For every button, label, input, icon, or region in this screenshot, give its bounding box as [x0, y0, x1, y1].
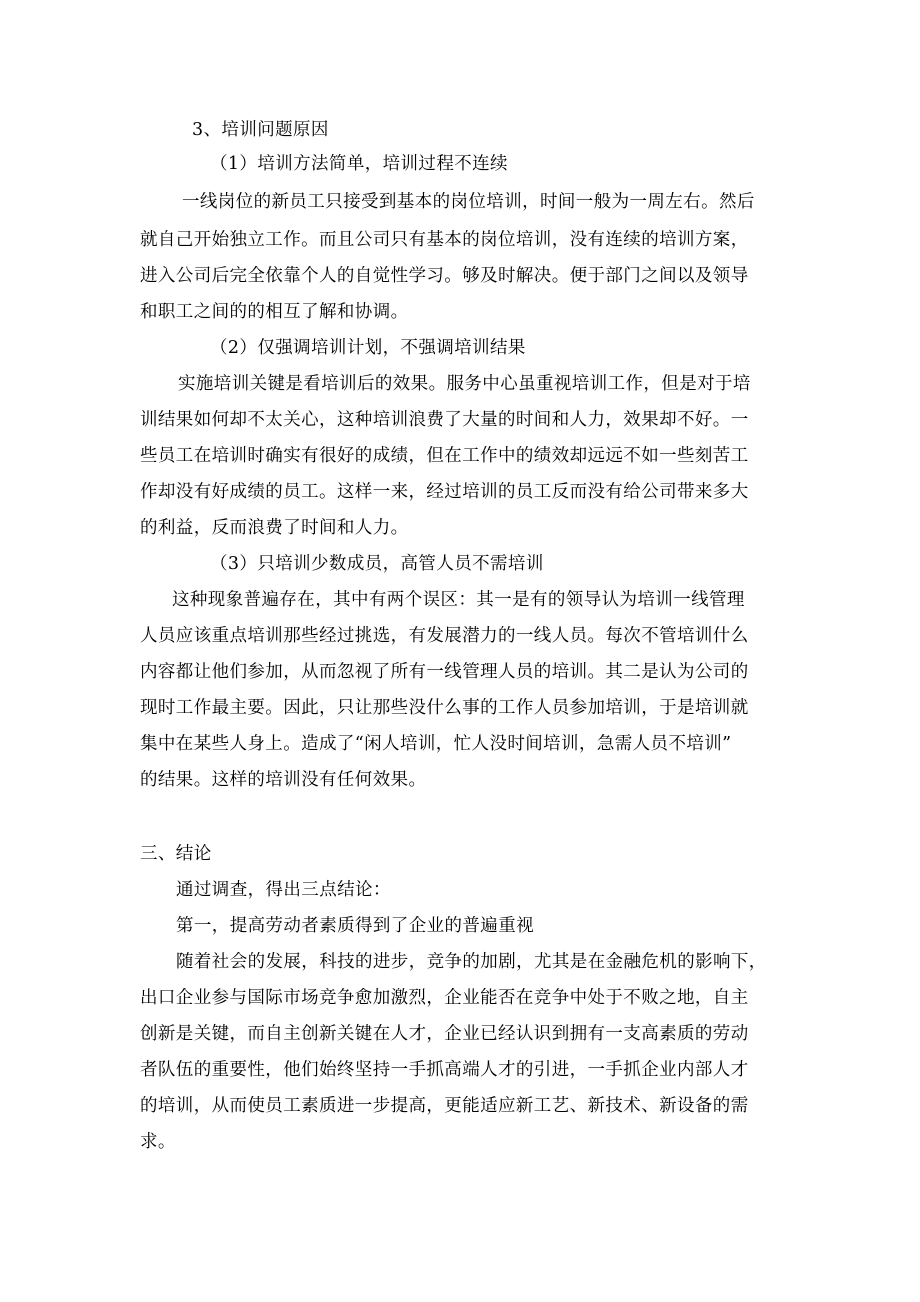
- paragraph-line: 内容都让他们参加，从而忽视了所有一线管理人员的培训。其二是认为公司的: [140, 662, 749, 682]
- paragraph-line: 的利益，反而浪费了时间和人力。: [140, 518, 409, 538]
- paragraph-line: 集中在某些人身上。造成了“闲人培训，忙人没时间培训，急需人员不培训”: [140, 734, 732, 754]
- paragraph-line: 些员工在培训时确实有很好的成绩，但在工作中的绩效却远远不如一些刻苦工: [140, 446, 749, 466]
- paragraph-line: 人员应该重点培训那些经过挑选，有发展潜力的一线人员。每次不管培训什么: [140, 626, 749, 646]
- subsubsection-heading: （3）只培训少数成员，高管人员不需培训: [210, 554, 544, 574]
- paragraph-line: 和职工之间的的相互了解和协调。: [140, 302, 409, 322]
- paragraph-line: 随着社会的发展，科技的进步，竞争的加剧，尤其是在金融危机的影响下，: [176, 952, 767, 972]
- paragraph-line: 一线岗位的新员工只接受到基本的岗位培训，时间一般为一周左右。然后: [182, 192, 755, 212]
- subsection-heading: 3、培训问题原因: [192, 120, 329, 140]
- point-heading: 第一，提高劳动者素质得到了企业的普遍重视: [176, 916, 534, 936]
- paragraph-line: 就自己开始独立工作。而且公司只有基本的岗位培训，没有连续的培训方案，: [140, 230, 749, 250]
- paragraph-line: 的培训，从而使员工素质进一步提高，更能适应新工艺、新技术、新设备的需: [140, 1096, 749, 1116]
- paragraph-line: 求。: [140, 1132, 176, 1152]
- section-heading: 三、结论: [140, 844, 212, 864]
- subsubsection-heading: （2）仅强调培训计划，不强调培训结果: [210, 338, 526, 358]
- paragraph-line: 作却没有好成绩的员工。这样一来，经过培训的员工反而没有给公司带来多大: [140, 482, 749, 502]
- paragraph-line: 创新是关键，而自主创新关键在人才，企业已经认识到拥有一支高素质的劳动: [140, 1024, 749, 1044]
- paragraph-line: 这种现象普遍存在，其中有两个误区：其一是有的领导认为培训一线管理: [172, 590, 745, 610]
- paragraph-line: 的结果。这样的培训没有任何效果。: [140, 770, 427, 790]
- paragraph-line: 出口企业参与国际市场竞争愈加激烈，企业能否在竞争中处于不败之地，自主: [140, 988, 749, 1008]
- paragraph-line: 实施培训关键是看培训后的效果。服务中心虽重视培训工作，但是对于培: [178, 374, 751, 394]
- paragraph-line: 进入公司后完全依靠个人的自觉性学习。够及时解决。便于部门之间以及领导: [140, 266, 749, 286]
- paragraph-line: 现时工作最主要。因此，只让那些没什么事的工作人员参加培训，于是培训就: [140, 698, 749, 718]
- paragraph-line: 通过调查，得出三点结论：: [176, 880, 391, 900]
- paragraph-line: 者队伍的重要性，他们始终坚持一手抓高端人才的引进，一手抓企业内部人才: [140, 1060, 749, 1080]
- paragraph-line: 训结果如何却不太关心，这种培训浪费了大量的时间和人力，效果却不好。一: [140, 410, 749, 430]
- subsubsection-heading: （1）培训方法简单，培训过程不连续: [210, 154, 508, 174]
